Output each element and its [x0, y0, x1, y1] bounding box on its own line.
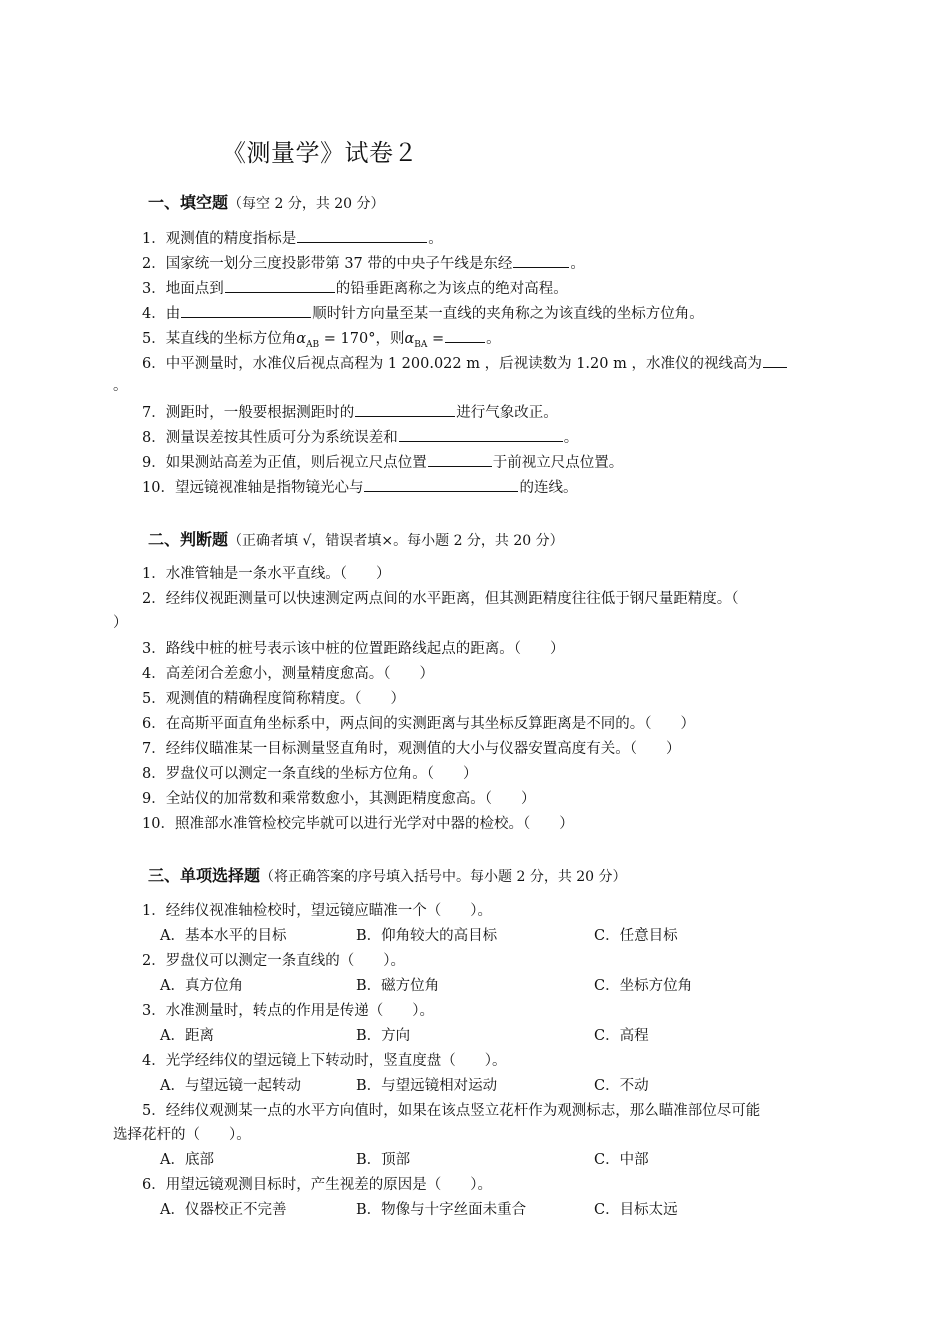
- s2-q2-cont: ）: [113, 615, 128, 631]
- answer-blank[interactable]: [225, 278, 335, 293]
- s1-q9-end: 于前视立尺点位置。: [492, 455, 624, 471]
- s1-q1-end: 。: [428, 231, 443, 247]
- s1-q6: [142, 353, 788, 374]
- s2-q5: 5．观测值的精确程度简称精度。（ ）: [142, 691, 405, 707]
- answer-blank[interactable]: [445, 328, 485, 343]
- s3-q3-option-c[interactable]: C．高程: [594, 1028, 649, 1044]
- s3-q6-option-a[interactable]: A．仪器校正不完善: [160, 1202, 287, 1218]
- s1-q3-end: 的铅垂距离称之为该点的绝对高程。: [335, 281, 568, 297]
- s3-q3-option-a[interactable]: A．距离: [160, 1028, 214, 1044]
- s3-q4: 4．光学经纬仪的望远镜上下转动时，竖直度盘（ ）。: [142, 1053, 507, 1069]
- answer-blank[interactable]: [181, 303, 311, 318]
- s3-q1-option-a[interactable]: A．基本水平的目标: [160, 928, 287, 944]
- section3-title: 三、单项选择题: [148, 866, 261, 885]
- s1-q7-text: 7．测距时，一般要根据测距时的: [142, 405, 355, 421]
- s3-q2-option-b[interactable]: B．磁方位角: [356, 978, 440, 994]
- s3-q5-option-b[interactable]: B．顶部: [356, 1152, 411, 1168]
- answer-blank[interactable]: [364, 477, 518, 492]
- section1-note: （每空 2 分，共 20 分）: [228, 196, 385, 212]
- s1-q6-text: 6．中平测量时，水准仪后视点高程为 1 200.022 m ，后视读数为 1.20 m ，水准仪的视线高为: [142, 356, 762, 372]
- s2-q1: 1．水准管轴是一条水平直线。（ ）: [142, 566, 391, 582]
- s3-q5: 5．经纬仪观测某一点的水平方向值时，如果在该点竖立花杆作为观测标志，那么瞄准部位尽可能: [142, 1103, 761, 1119]
- exam-title: 《测量学》试卷２: [222, 139, 418, 167]
- section2-heading: [148, 527, 564, 550]
- s1-q5-eq: =: [427, 331, 445, 347]
- s1-q3-text: 3．地面点到: [142, 281, 224, 297]
- s2-q7: 7．经纬仪瞄准某一目标测量竖直角时，观测值的大小与仪器安置高度有关。（ ）: [142, 741, 681, 757]
- s3-q4-option-b[interactable]: B．与望远镜相对运动: [356, 1078, 498, 1094]
- s2-q4: 4．高差闭合差愈小，测量精度愈高。（ ）: [142, 666, 434, 682]
- s3-q6-option-c[interactable]: C．目标太远: [594, 1202, 678, 1218]
- s1-q5-end: 。: [486, 331, 501, 347]
- s3-q6: 6．用望远镜观测目标时，产生视差的原因是（ ）。: [142, 1177, 492, 1193]
- s3-q5-option-a[interactable]: A．底部: [160, 1152, 214, 1168]
- s3-q5-cont: 选择花杆的（ ）。: [113, 1127, 251, 1143]
- section2-note: （正确者填 √，错误者填×。每小题 2 分，共 20 分）: [228, 533, 564, 549]
- s3-q3-option-b[interactable]: B．方向: [356, 1028, 411, 1044]
- answer-blank[interactable]: [297, 228, 427, 243]
- answer-blank[interactable]: [428, 452, 492, 467]
- s3-q1-option-b[interactable]: B．仰角较大的高目标: [356, 928, 498, 944]
- s1-q8: [142, 427, 578, 448]
- s1-q2: [142, 253, 585, 274]
- s1-q5-text: 5．某直线的坐标方位角: [142, 331, 297, 347]
- s1-q10: [142, 477, 577, 498]
- s1-q7: [142, 402, 558, 423]
- s1-q5: [142, 328, 501, 355]
- s1-q7-end: 进行气象改正。: [456, 405, 558, 421]
- s1-q4-text: 4．由: [142, 306, 181, 322]
- s3-q5-option-c[interactable]: C．中部: [594, 1152, 649, 1168]
- s3-q2: 2．罗盘仪可以测定一条直线的（ ）。: [142, 953, 405, 969]
- s3-q1: 1．经纬仪视准轴检校时，望远镜应瞄准一个（ ）。: [142, 903, 492, 919]
- s1-q10-end: 的连线。: [519, 480, 578, 496]
- section1-title: 一、填空题: [148, 193, 229, 212]
- s1-q8-text: 8．测量误差按其性质可分为系统误差和: [142, 430, 398, 446]
- section3-note: （将正确答案的序号填入括号中。每小题 2 分，共 20 分）: [260, 869, 627, 885]
- alpha-symbol: α: [296, 331, 307, 347]
- s3-q2-option-a[interactable]: A．真方位角: [160, 978, 243, 994]
- s3-q4-option-a[interactable]: A．与望远镜一起转动: [160, 1078, 301, 1094]
- s3-q2-option-c[interactable]: C．坐标方位角: [594, 978, 693, 994]
- answer-blank[interactable]: [399, 427, 563, 442]
- answer-blank[interactable]: [513, 253, 569, 268]
- s1-q1: [142, 228, 443, 249]
- subscript-ba: BA: [414, 339, 428, 350]
- s3-q4-option-c[interactable]: C．不动: [594, 1078, 649, 1094]
- s2-q10: 10．照准部水准管检校完毕就可以进行光学对中器的检校。（ ）: [142, 816, 574, 832]
- section3-heading: [148, 863, 627, 886]
- s1-q4: [142, 303, 704, 324]
- s1-q2-text: 2．国家统一划分三度投影带第 37 带的中央子午线是东经: [142, 256, 513, 272]
- subscript-ab: AB: [306, 339, 320, 350]
- section1-heading: [148, 190, 385, 213]
- s3-q1-option-c[interactable]: C．任意目标: [594, 928, 678, 944]
- s2-q3: 3．路线中桩的桩号表示该中桩的位置距路线起点的距离。（ ）: [142, 641, 565, 657]
- answer-blank[interactable]: [763, 353, 787, 368]
- s2-q8: 8．罗盘仪可以测定一条直线的坐标方位角。（ ）: [142, 766, 478, 782]
- s1-q6-cont: 。: [113, 378, 128, 394]
- s2-q2: 2．经纬仪视距测量可以快速测定两点间的水平距离，但其测距精度往往低于钢尺量距精度。（: [142, 591, 739, 607]
- s3-q3: 3．水准测量时，转点的作用是传递（ ）。: [142, 1003, 434, 1019]
- answer-blank[interactable]: [355, 402, 455, 417]
- s1-q9-text: 9．如果测站高差为正值，则后视立尺点位置: [142, 455, 427, 471]
- s1-q10-text: 10．望远镜视准轴是指物镜光心与: [142, 480, 364, 496]
- section2-title: 二、判断题: [148, 530, 229, 549]
- s1-q9: [142, 452, 623, 473]
- s1-q4-end: 顺时针方向量至某一直线的夹角称之为该直线的坐标方位角。: [312, 306, 704, 322]
- s1-q8-end: 。: [563, 430, 579, 446]
- s3-q6-option-b[interactable]: B．物像与十字丝面未重合: [356, 1202, 527, 1218]
- s2-q9: 9．全站仪的加常数和乘常数愈小，其测距精度愈高。（ ）: [142, 791, 536, 807]
- s2-q6: 6．在高斯平面直角坐标系中，两点间的实测距离与其坐标反算距离是不同的。（ ）: [142, 716, 695, 732]
- s1-q2-end: 。: [570, 256, 585, 272]
- s1-q1-text: 1．观测值的精度指标是: [142, 231, 297, 247]
- alpha-symbol: α: [404, 331, 415, 347]
- s1-q5-mid: = 170°，则: [319, 331, 405, 347]
- s1-q3: [142, 278, 568, 299]
